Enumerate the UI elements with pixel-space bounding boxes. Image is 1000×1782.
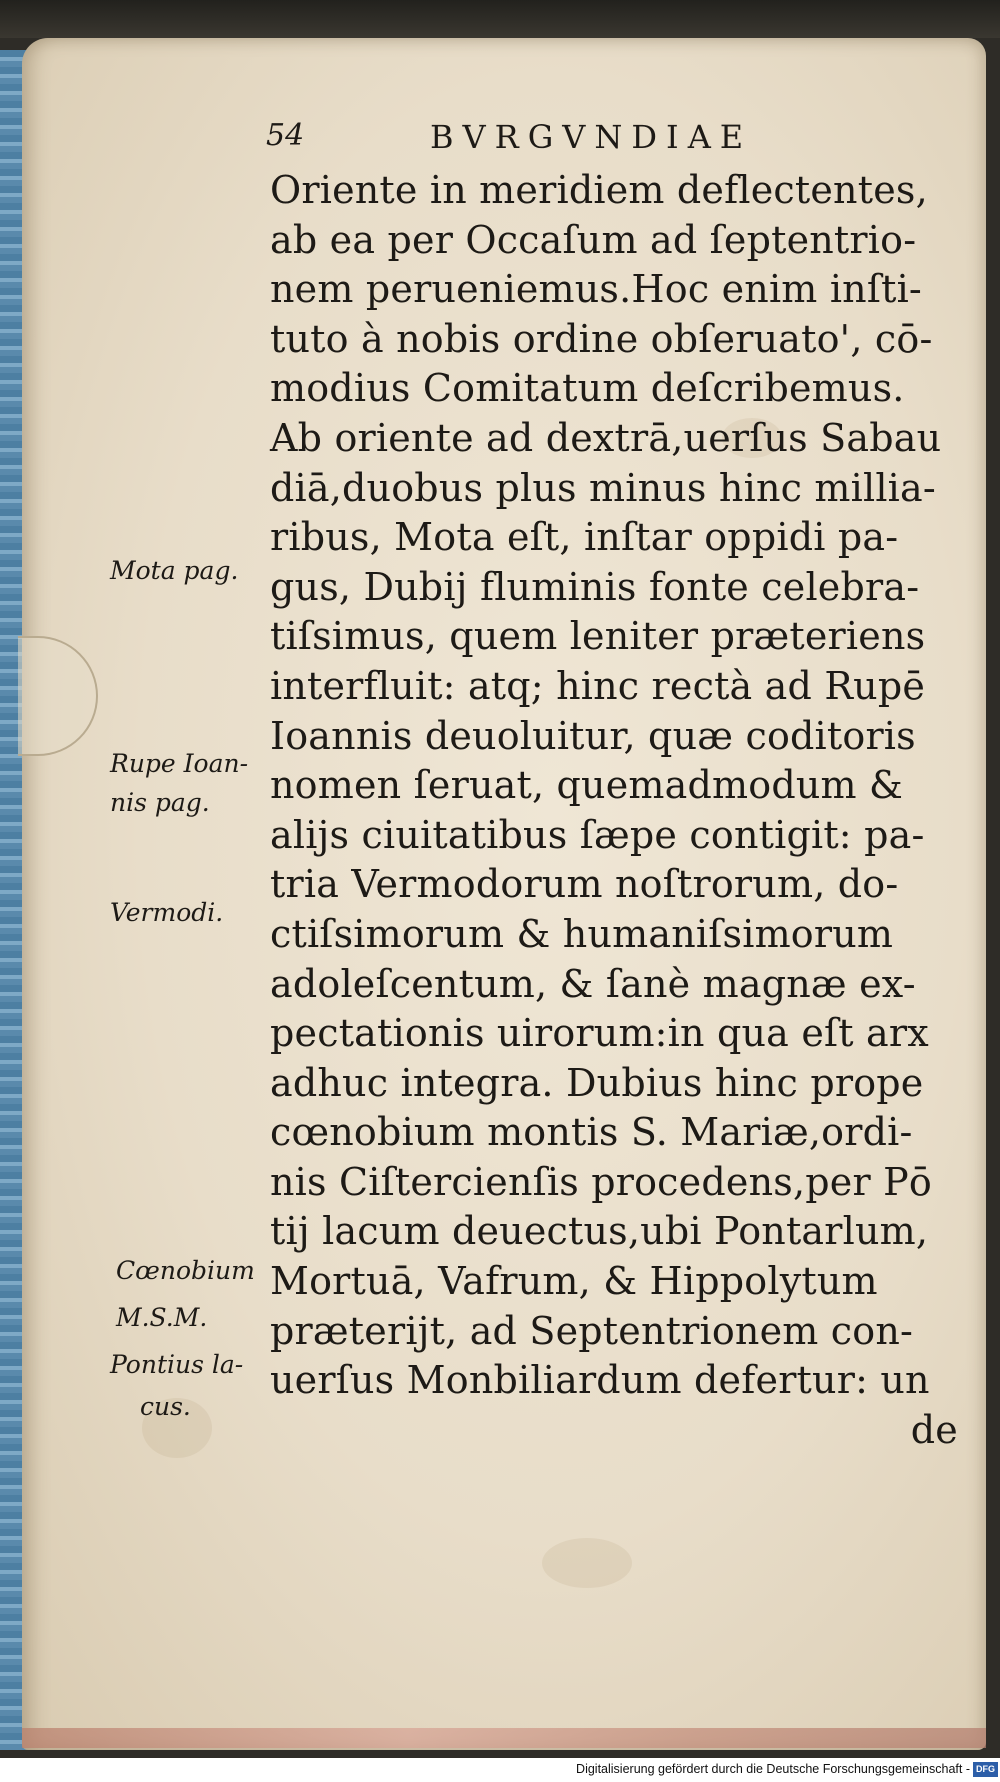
text-line: gus, Dubij fluminis fonte celebra- <box>270 564 920 609</box>
text-line: nomen ſeruat, quemadmodum & <box>270 763 904 808</box>
dfg-logo-icon: DFG <box>973 1762 998 1777</box>
text-line: alijs ciuitatibus ſæpe contigit: pa- <box>270 812 925 857</box>
text-line: uerſus Monbiliardum defertur: un <box>270 1358 930 1403</box>
text-line: tij lacum deuectus,ubi Pontarlum, <box>270 1209 929 1254</box>
text-line: modius Comitatum deſcribemus. <box>270 366 905 411</box>
text-line: ab ea per Occaſum ad ſeptentrio- <box>270 217 917 262</box>
text-line: Oriente in meridiem deflectentes, <box>270 168 928 212</box>
running-title: BVRGVNDIAE <box>430 118 753 156</box>
footer-credit: Digitalisierung gefördert durch die Deutsche Forschungsgemeinschaft - <box>576 1762 970 1776</box>
page-bottom-edge <box>22 1728 986 1748</box>
text-line: cœnobium montis S. Mariæ,ordi- <box>270 1110 913 1155</box>
text-line: Ab oriente ad dextrā,uerſus Sabau <box>270 415 942 460</box>
text-line: interfluit: atq; hinc rectà ad Rupē <box>270 663 926 708</box>
text-line: pectationis uirorum:in qua eſt arx <box>270 1011 929 1056</box>
body-text <box>270 166 960 1455</box>
margin-note-rupe-cont: nis pag. <box>110 788 210 817</box>
margin-note-msm: M.S.M. <box>116 1303 208 1332</box>
text-line: diā,duobus plus minus hinc millia- <box>270 465 936 510</box>
text-line: nis Ciſtercienſis procedens,per Pō <box>270 1159 932 1204</box>
margin-note-mota: Mota pag. <box>110 556 239 585</box>
text-line: tuto à nobis ordine obſeruato', cō- <box>270 316 933 361</box>
text-line: præterijt, ad Septentrionem con- <box>270 1308 914 1353</box>
page-number: 54 <box>266 118 305 153</box>
text-line: tria Vermodorum noſtrorum, do- <box>270 862 899 907</box>
text-line: Mortuā, Vafrum, & Hippolytum <box>270 1259 878 1304</box>
margin-note-vermodi: Vermodi. <box>110 898 224 927</box>
footer-bar <box>0 1758 1000 1782</box>
margin-note-rupe: Rupe Ioan- <box>110 749 249 778</box>
book-top-shadow <box>0 0 1000 38</box>
text-line: Ioannis deuoluitur, quæ coditoris <box>270 713 916 758</box>
running-head <box>266 118 846 162</box>
text-line: tiſsimus, quem leniter præteriens <box>270 614 926 659</box>
text-line: adhuc integra. Dubius hinc prope <box>270 1060 924 1105</box>
margin-note-coenobium: Cœnobium <box>116 1256 255 1285</box>
text-line: ctiſsimorum & humaniſsimorum <box>270 911 894 956</box>
foxing-stain <box>542 1538 632 1588</box>
text-line: nem perueniemus.Hoc enim inſti- <box>270 267 922 312</box>
text-line: adoleſcentum, & ſanè magnæ ex- <box>270 961 916 1006</box>
margin-note-pontius-cont: cus. <box>140 1392 191 1421</box>
catchword: de <box>910 1407 958 1452</box>
margin-note-pontius: Pontius la- <box>110 1350 244 1379</box>
page-tab-marker <box>18 636 98 756</box>
text-line: ribus, Mota eſt, inſtar oppidi pa- <box>270 515 899 560</box>
